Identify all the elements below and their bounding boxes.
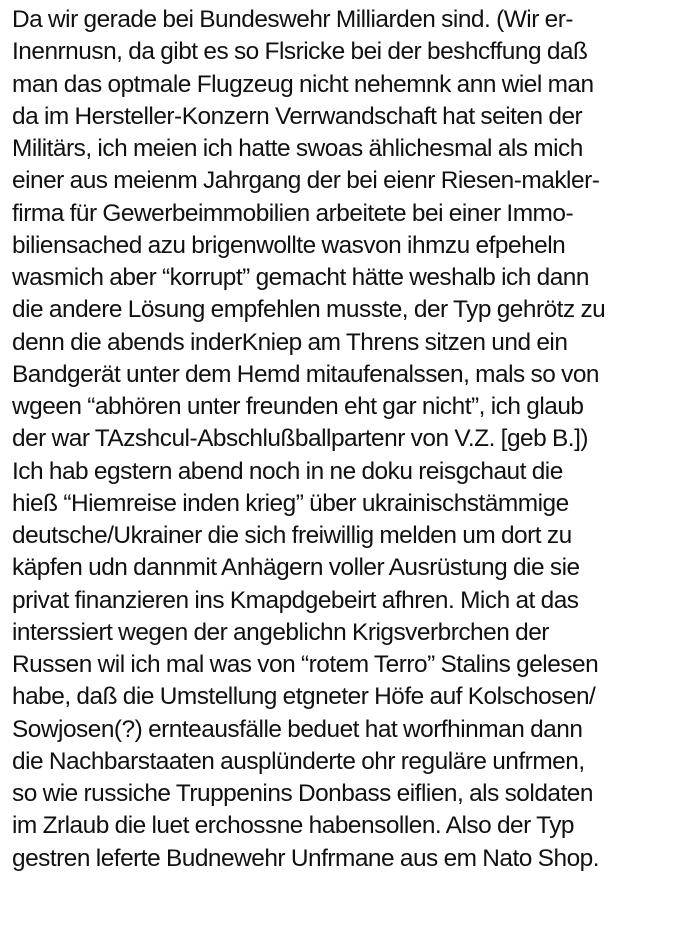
body-text <box>12 4 684 875</box>
text-line: deutsche/Ukrainer die sich freiwillig melden um dort zu <box>12 522 572 549</box>
text-line: interssiert wegen der angeblichn Krigsverbrchen der <box>12 618 549 646</box>
text-line: man das optmale Flugzeug nicht nehemnk ann wiel man <box>12 70 594 98</box>
text-line: Inenrnusn, da gibt es so Flsricke bei der beshcffung daß <box>12 38 588 66</box>
text-line: privat finanzieren ins Kmapdgebeirt afhren. Mich at das <box>12 586 579 614</box>
text-line: biliensached azu brigenwollte wasvon ihmzu efpeheln <box>12 231 566 259</box>
text-line: die Nachbarstaaten ausplünderte ohr reguläre unfrmen, <box>12 747 585 775</box>
text-line: wgeen “abhören unter freunden eht gar nicht”, ich glaub <box>12 393 584 420</box>
text-line: die andere Lösung empfehlen musste, der Typ gehrötz zu <box>12 296 606 324</box>
text-line: hieß “Hiemreise inden krieg” über ukrainischstämmige <box>12 489 569 517</box>
text-line: käpfen udn dannmit Anhägern voller Ausrüstung die sie <box>12 554 580 582</box>
text-line: Militärs, ich meien ich hatte swoas ählichesmal als mich <box>12 135 583 162</box>
text-line: firma für Gewerbeimmobilien arbeitete bei einer Immo- <box>12 199 574 227</box>
text-line: einer aus meienm Jahrgang der bei eienr Riesen-makler- <box>12 167 600 195</box>
text-line: wasmich aber “korrupt” gemacht hätte weshalb ich dann <box>12 264 589 291</box>
text-line: gestren leferte Budnewehr Unfrmane aus em Nato Shop. <box>12 844 600 872</box>
text-line: der war TAzshcul-Abschlußballpartenr von V.Z. [geb B.]) <box>12 425 589 453</box>
text-line: Sowjosen(?) ernteausfälle beduet hat worfhinman dann <box>12 715 583 743</box>
text-line: Russen wil ich mal was von “rotem Terro” Stalins gelesen <box>12 651 599 678</box>
text-line: Da wir gerade bei Bundeswehr Milliarden sind. (Wir er- <box>12 6 573 33</box>
text-line: da im Hersteller-Konzern Verrwandschaft hat seiten der <box>12 102 583 130</box>
text-line: denn die abends inderKniep am Threns sitzen und ein <box>12 328 568 356</box>
text-line: habe, daß die Umstellung etgneter Höfe auf Kolschosen/ <box>12 683 596 711</box>
text-line: im Zrlaub die luet erchossne habensollen. Also der Typ <box>12 812 575 840</box>
text-line: Ich hab egstern abend noch in ne doku reisgchaut die <box>12 457 563 485</box>
text-line: Bandgerät unter dem Hemd mitaufenalssen, mals so von <box>12 360 600 388</box>
text-line: so wie russiche Truppenins Donbass eiflien, als soldaten <box>12 780 593 807</box>
